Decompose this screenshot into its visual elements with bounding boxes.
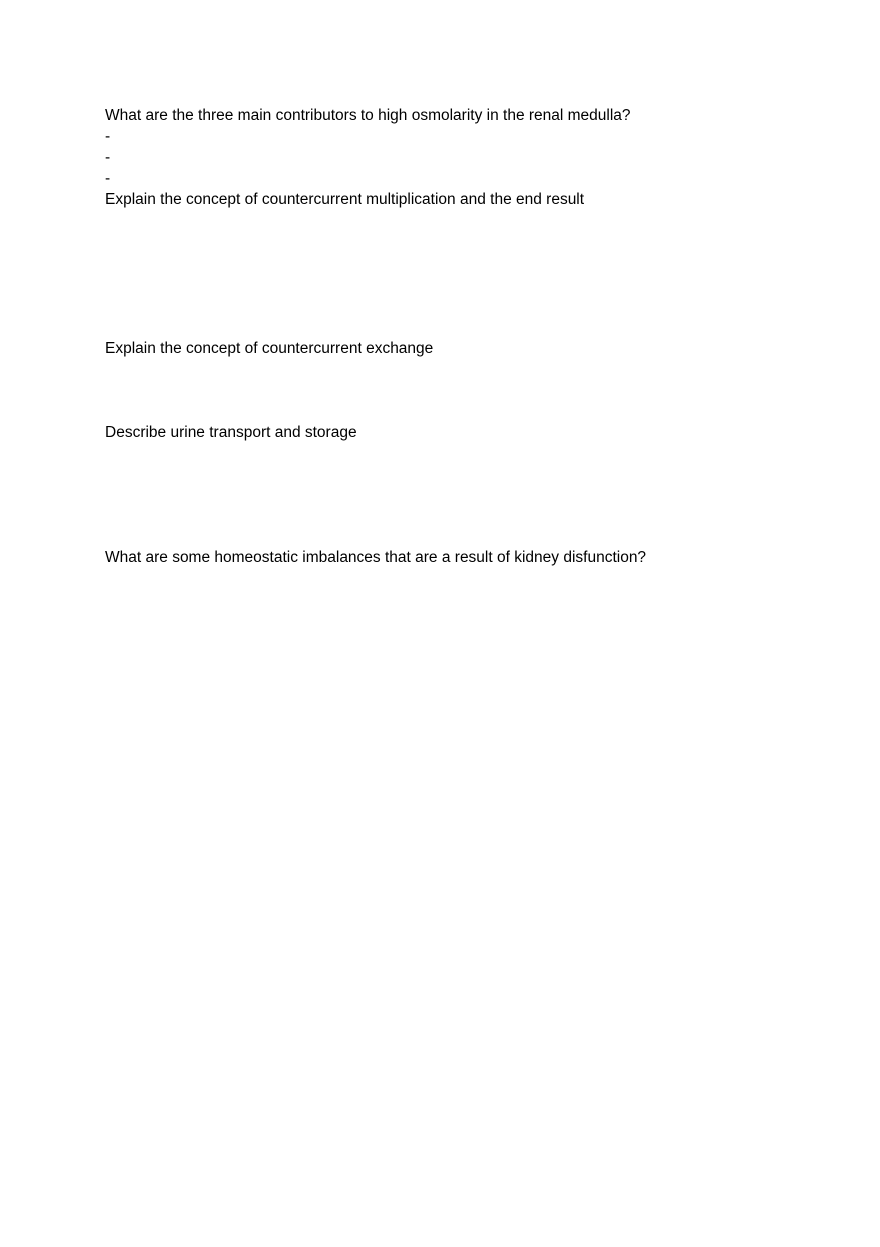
answer-bullet: - <box>105 170 111 187</box>
question-countercurrent-exchange: Explain the concept of countercurrent exchange <box>105 340 434 357</box>
question-osmolarity-contributors: What are the three main contributors to high osmolarity in the renal medulla? <box>105 107 631 124</box>
question-homeostatic-imbalances: What are some homeostatic imbalances that are a result of kidney disfunction? <box>105 549 647 566</box>
question-countercurrent-multiplication: Explain the concept of countercurrent multiplication and the end result <box>105 191 585 208</box>
question-urine-transport-storage: Describe urine transport and storage <box>105 424 357 441</box>
answer-bullet: - <box>105 128 111 145</box>
answer-bullet: - <box>105 149 111 166</box>
